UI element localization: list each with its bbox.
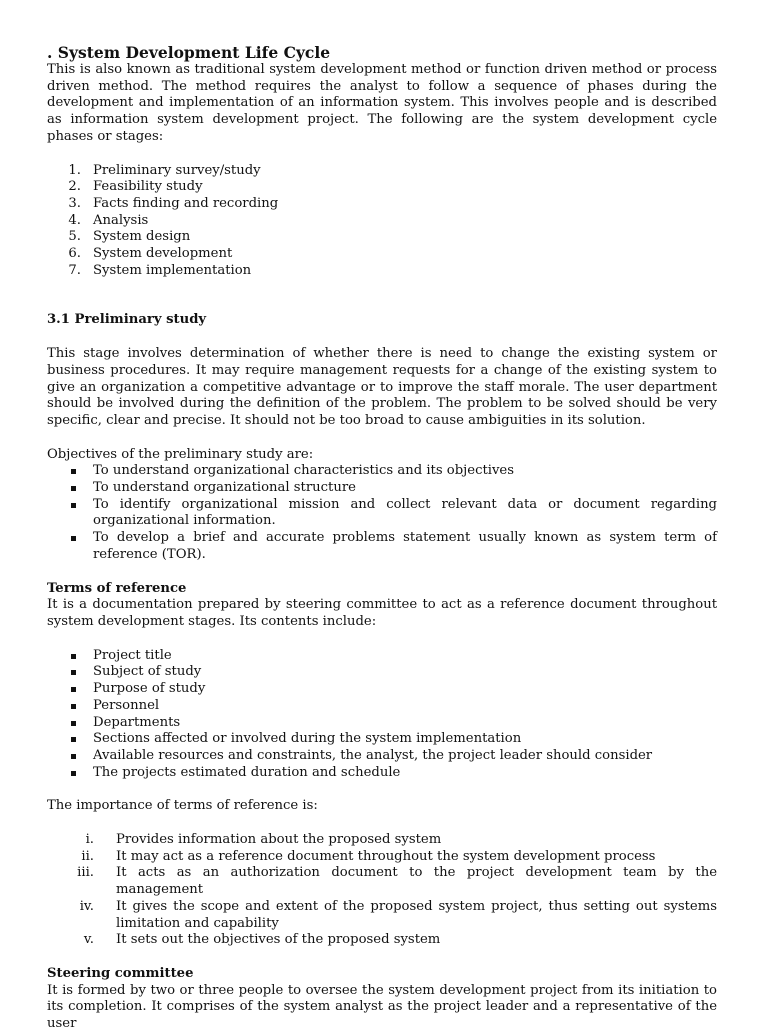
list-item: 5. System design (68, 229, 191, 245)
document-body (47, 43, 717, 1033)
bullet-icon (71, 771, 76, 776)
list-item: The projects estimated duration and schedule (47, 765, 717, 782)
list-item: Subject of study (47, 664, 717, 681)
objectives-list (47, 463, 717, 563)
list-item: 6. System development (68, 246, 233, 262)
importance-list (47, 832, 717, 949)
list-item: 7. System implementation (68, 262, 252, 278)
list-item: To identify organizational mission and collect relevant data or document regarding organizational information. (47, 497, 717, 530)
list-item: To understand organizational characteristics and its objectives (47, 463, 717, 480)
tor-contents-list (47, 648, 717, 782)
bullet-icon (71, 704, 76, 709)
phases-list (47, 163, 717, 280)
bullet-icon (71, 503, 76, 508)
steering-heading: Steering committee (47, 965, 194, 981)
bullet-icon (71, 670, 76, 675)
bullet-icon (71, 687, 76, 692)
tor-heading: Terms of reference (47, 580, 187, 596)
list-item: Available resources and constraints, the analyst, the project leader should consider (47, 748, 717, 765)
list-item: Sections affected or involved during the system implementation (47, 731, 717, 748)
bullet-icon (71, 486, 76, 491)
list-item: iii. It acts as an authorization document to the project development team by the management (77, 865, 717, 898)
list-item: ii. It may act as a reference document throughout the system development process (81, 848, 656, 864)
bullet-icon (71, 654, 76, 659)
intro-paragraph: This is also known as traditional system development method or function driven method or process driven method. The method requires the analyst to follow a sequence of phases during the development and implementation of an information system. This involves people and is described as information system development project. The following are the system development cycle phases or stages: (47, 62, 717, 144)
tor-paragraph: It is a documentation prepared by steering committee to act as a reference document throughout system development stages. Its contents include: (47, 597, 717, 629)
section-paragraph: This stage involves determination of whether there is need to change the existing system or business procedures. It may require management requests for a change of the existing system to give an organization a competitive advantage or to improve the staff morale. The user department should be involved during the definition of the problem. The problem to be solved should be very specific, clear and precise. It should not be too broad to cause ambiguities in its solution. (47, 346, 717, 428)
list-item: 3. Facts finding and recording (68, 195, 279, 211)
importance-intro: The importance of terms of reference is: (47, 798, 318, 814)
document-title: . System Development Life Cycle (47, 43, 331, 62)
steering-paragraph: It is formed by two or three people to oversee the system development project from its initiation to its completion. It comprises of the system analyst as the project leader and a representative of the user (47, 982, 717, 1032)
bullet-icon (71, 754, 76, 759)
bullet-icon (71, 737, 76, 742)
list-item: iv. It gives the scope and extent of the proposed system project, thus setting out systems limitation and capability (79, 898, 717, 931)
bullet-icon (71, 721, 76, 726)
list-item: v. It sets out the objectives of the proposed system (83, 932, 441, 948)
list-item: To develop a brief and accurate problems statement usually known as system term of reference (TOR). (47, 530, 717, 563)
list-item: Project title (47, 648, 717, 665)
list-item: Purpose of study (47, 681, 717, 698)
list-item: Departments (47, 715, 717, 732)
list-item: Personnel (47, 698, 717, 715)
bullet-icon (71, 469, 76, 474)
bullet-icon (71, 536, 76, 541)
section-heading: 3.1 Preliminary study (47, 312, 207, 328)
list-item: 4. Analysis (68, 212, 149, 228)
list-item: 1. Preliminary survey/study (68, 162, 261, 178)
list-item: 2. Feasibility study (68, 179, 203, 195)
objectives-intro: Objectives of the preliminary study are: (47, 446, 314, 462)
list-item: To understand organizational structure (47, 480, 717, 497)
list-item: i. Provides information about the proposed system (85, 832, 442, 848)
